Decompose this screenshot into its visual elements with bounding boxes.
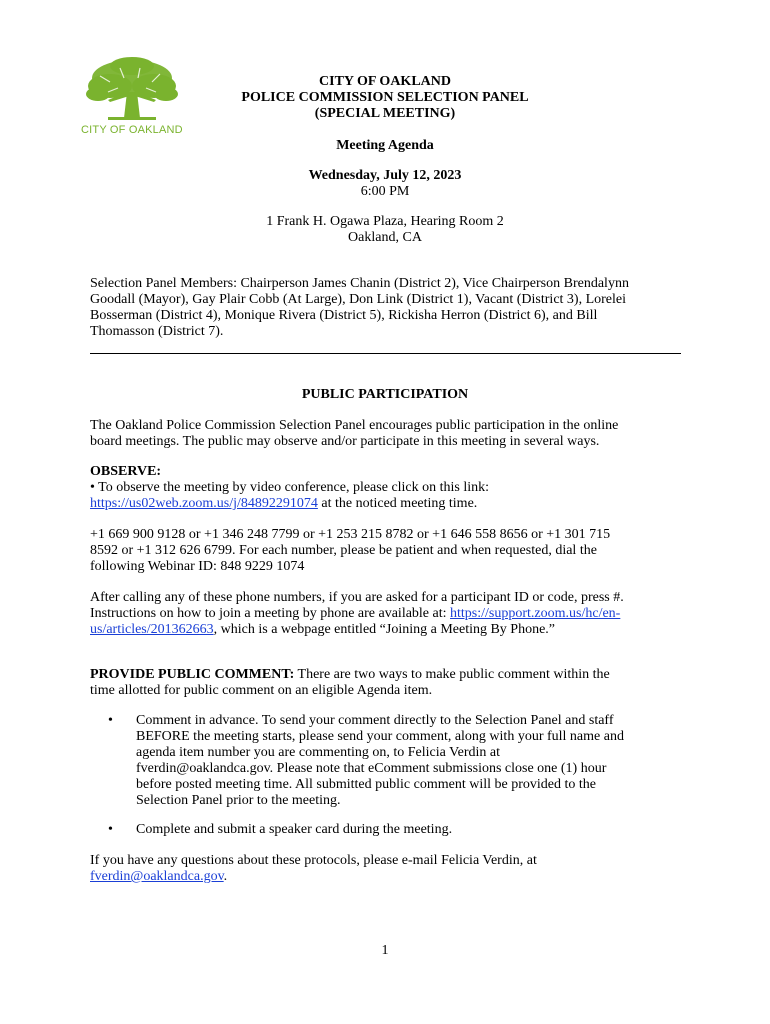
questions-line-2 (90, 869, 685, 885)
members-line-4: Thomasson (District 7). (90, 324, 224, 339)
email-link[interactable]: fverdin@oaklandca.gov (90, 869, 224, 884)
after-calling-line-2-text: Instructions on how to join a meeting by phone are available at: (90, 606, 451, 621)
logo-text: CITY OF OAKLAND (81, 124, 183, 136)
header-line-3: (SPECIAL MEETING) (314, 106, 456, 121)
comment-line-1-rest: There are two ways to make public comment within the (294, 667, 610, 682)
bullet1-line-6: Selection Panel prior to the meeting. (136, 793, 341, 808)
after-calling-line-2 (90, 606, 685, 622)
zoom-meeting-link[interactable]: https://us02web.zoom.us/j/84892291074 (90, 496, 318, 511)
bullet1-line-1: Comment in advance. To send your comment directly to the Selection Panel and staff (136, 713, 614, 728)
comment-line-1 (90, 667, 685, 683)
observe-line-2-rest: at the noticed meeting time. (317, 496, 478, 511)
after-calling-line-1: After calling any of these phone numbers, if you are asked for a participant ID or code, press #. (90, 590, 624, 605)
observe-line-1: • To observe the meeting by video conference, please click on this link: (90, 480, 490, 495)
phones-line-3: following Webinar ID: 848 9229 1074 (90, 559, 305, 574)
bullet1-line-4: fverdin@oaklandca.gov. Please note that eComment submissions close one (1) hour (136, 761, 607, 776)
meeting-date: Wednesday, July 12, 2023 (308, 168, 462, 183)
list-item (108, 713, 673, 809)
after-calling-line-3-rest: , which is a webpage entitled “Joining a Meeting By Phone.” (213, 622, 556, 637)
questions-period: . (223, 869, 228, 884)
bullet-icon: • (108, 822, 113, 837)
section-divider (90, 353, 681, 354)
observe-heading: OBSERVE: (90, 464, 162, 479)
header-line-1: CITY OF OAKLAND (319, 74, 451, 89)
list-item (108, 822, 673, 838)
support-link-part-1[interactable]: https://support.zoom.us/hc/en- (450, 606, 621, 621)
after-calling-line-3 (90, 622, 685, 638)
comment-heading: PROVIDE PUBLIC COMMENT: (90, 667, 295, 682)
meeting-time: 6:00 PM (360, 184, 410, 199)
page-number: 1 (381, 943, 389, 958)
participation-heading: PUBLIC PARTICIPATION (301, 387, 469, 402)
comment-line-2: time allotted for public comment on an eligible Agenda item. (90, 683, 433, 698)
members-line-3: Bosserman (District 4), Monique Rivera (District 5), Rickisha Herron (District 6), and Bill (90, 308, 598, 323)
bullet2-line: Complete and submit a speaker card during the meeting. (136, 822, 453, 837)
bullet1-line-3: agenda item number you are commenting on, to Felicia Verdin at (136, 745, 501, 760)
phones-line-1: +1 669 900 9128 or +1 346 248 7799 or +1 253 215 8782 or +1 646 558 8656 or +1 301 715 (90, 527, 611, 542)
location-line-2: Oakland, CA (348, 230, 422, 245)
header-line-2: POLICE COMMISSION SELECTION PANEL (241, 90, 529, 105)
bullet1-line-5: before posted meeting time. All submitted public comment will be provided to the (136, 777, 596, 792)
members-line-1: Selection Panel Members: Chairperson James Chanin (District 2), Vice Chairperson Brendalynn (90, 276, 629, 291)
participation-intro-line-2: board meetings. The public may observe and/or participate in this meeting in several ways. (90, 434, 600, 449)
location-line-1: 1 Frank H. Ogawa Plaza, Hearing Room 2 (266, 214, 504, 229)
questions-line-1: If you have any questions about these protocols, please e-mail Felicia Verdin, at (90, 853, 537, 868)
bullet1-line-2: BEFORE the meeting starts, please send your comment, along with your full name and (136, 729, 624, 744)
agenda-title: Meeting Agenda (336, 138, 434, 153)
phones-line-2: 8592 or +1 312 626 6799. For each number, please be patient and when requested, dial the (90, 543, 597, 558)
observe-line-2 (90, 496, 685, 512)
comment-bullet-list (108, 713, 673, 838)
members-line-2: Goodall (Mayor), Gay Plair Cobb (At Large), Don Link (District 1), Vacant (District 3), Lorelei (90, 292, 627, 307)
participation-intro-line-1: The Oakland Police Commission Selection Panel encourages public participation in the online (90, 418, 619, 433)
support-link-part-2[interactable]: us/articles/201362663 (90, 622, 214, 637)
bullet-icon: • (108, 713, 113, 728)
